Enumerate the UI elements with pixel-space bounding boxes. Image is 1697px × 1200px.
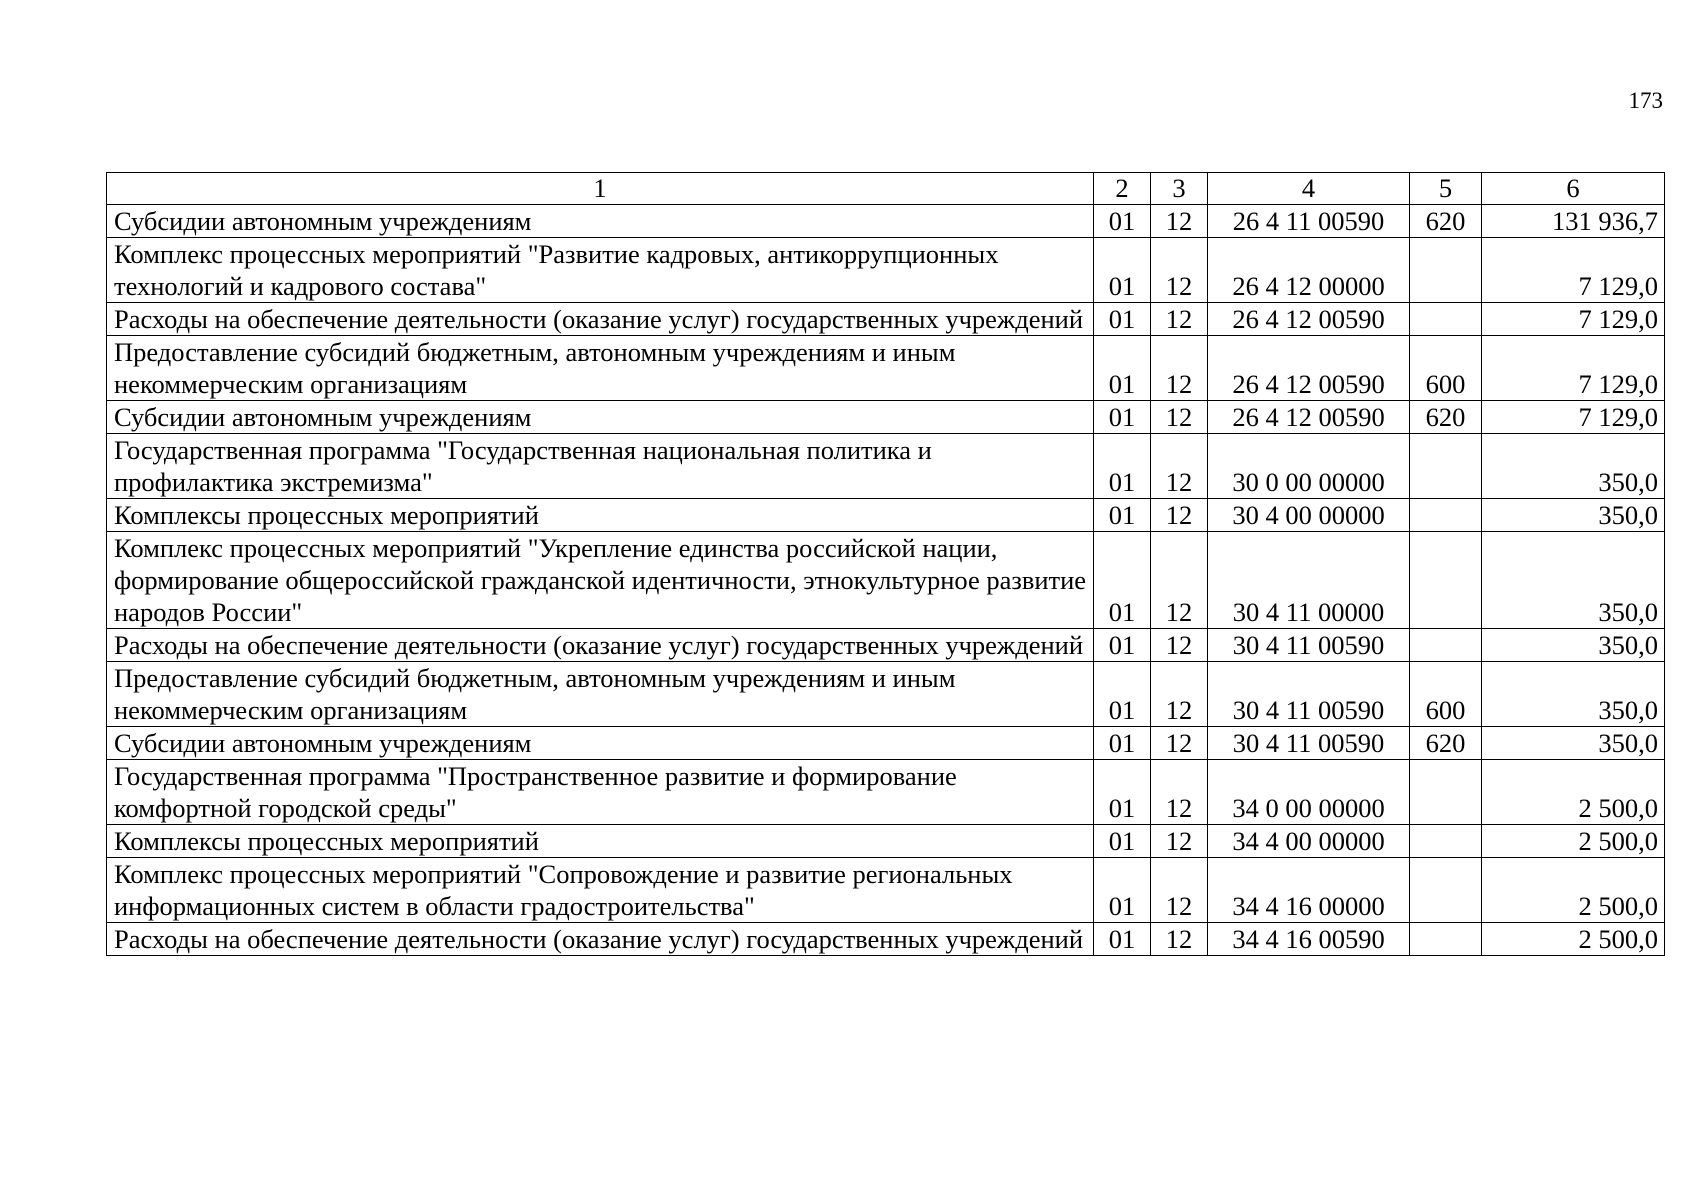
page-number: 173 <box>1628 88 1663 113</box>
row-subsection: 12 <box>1151 858 1208 923</box>
row-amount: 7 129,0 <box>1482 336 1665 401</box>
row-section: 01 <box>1094 629 1151 662</box>
header-col-5: 5 <box>1410 173 1482 205</box>
row-section: 01 <box>1094 336 1151 401</box>
budget-table <box>106 172 1665 956</box>
row-section: 01 <box>1094 205 1151 238</box>
row-expense-type <box>1410 629 1482 662</box>
row-target-code: 34 0 00 00000 <box>1208 760 1410 825</box>
row-expense-type: 600 <box>1410 336 1482 401</box>
row-section: 01 <box>1094 727 1151 760</box>
row-expense-type <box>1410 858 1482 923</box>
row-target-code: 30 4 11 00590 <box>1208 629 1410 662</box>
row-name: Предоставление субсидий бюджетным, автономным учреждениям и иным некоммерческим организациям <box>107 336 1094 401</box>
row-section: 01 <box>1094 858 1151 923</box>
row-amount: 350,0 <box>1482 727 1665 760</box>
header-col-4: 4 <box>1208 173 1410 205</box>
table-row <box>107 238 1665 303</box>
table-body <box>107 205 1665 956</box>
row-amount: 7 129,0 <box>1482 303 1665 336</box>
row-target-code: 30 4 00 00000 <box>1208 499 1410 532</box>
row-name: Государственная программа "Государственная национальная политика и профилактика экстремизма" <box>107 434 1094 499</box>
row-target-code: 30 4 11 00590 <box>1208 662 1410 727</box>
row-target-code: 30 4 11 00590 <box>1208 727 1410 760</box>
row-target-code: 26 4 12 00590 <box>1208 303 1410 336</box>
row-subsection: 12 <box>1151 238 1208 303</box>
row-amount: 350,0 <box>1482 434 1665 499</box>
header-col-6: 6 <box>1482 173 1665 205</box>
row-target-code: 26 4 12 00000 <box>1208 238 1410 303</box>
table-row <box>107 629 1665 662</box>
row-name: Комплексы процессных мероприятий <box>107 499 1094 532</box>
row-subsection: 12 <box>1151 825 1208 858</box>
row-subsection: 12 <box>1151 303 1208 336</box>
row-amount: 350,0 <box>1482 662 1665 727</box>
row-name: Расходы на обеспечение деятельности (оказание услуг) государственных учреждений <box>107 303 1094 336</box>
row-amount: 2 500,0 <box>1482 923 1665 956</box>
row-subsection: 12 <box>1151 532 1208 629</box>
row-expense-type <box>1410 760 1482 825</box>
row-expense-type: 620 <box>1410 727 1482 760</box>
table-row <box>107 401 1665 434</box>
row-section: 01 <box>1094 303 1151 336</box>
row-name: Предоставление субсидий бюджетным, автономным учреждениям и иным некоммерческим организациям <box>107 662 1094 727</box>
table-row <box>107 923 1665 956</box>
row-target-code: 34 4 16 00590 <box>1208 923 1410 956</box>
table-row <box>107 825 1665 858</box>
row-expense-type: 600 <box>1410 662 1482 727</box>
row-expense-type: 620 <box>1410 205 1482 238</box>
row-section: 01 <box>1094 760 1151 825</box>
row-name: Субсидии автономным учреждениям <box>107 401 1094 434</box>
row-subsection: 12 <box>1151 499 1208 532</box>
row-section: 01 <box>1094 434 1151 499</box>
header-col-1: 1 <box>107 173 1094 205</box>
row-name: Комплекс процессных мероприятий "Сопровождение и развитие региональных информационных систем в области градостроительства" <box>107 858 1094 923</box>
row-subsection: 12 <box>1151 727 1208 760</box>
row-expense-type <box>1410 532 1482 629</box>
row-name: Государственная программа "Пространственное развитие и формирование комфортной городской среды" <box>107 760 1094 825</box>
row-name: Комплексы процессных мероприятий <box>107 825 1094 858</box>
table-row <box>107 858 1665 923</box>
row-subsection: 12 <box>1151 336 1208 401</box>
row-name: Субсидии автономным учреждениям <box>107 727 1094 760</box>
row-expense-type <box>1410 499 1482 532</box>
row-amount: 131 936,7 <box>1482 205 1665 238</box>
row-target-code: 30 4 11 00000 <box>1208 532 1410 629</box>
row-name: Расходы на обеспечение деятельности (оказание услуг) государственных учреждений <box>107 629 1094 662</box>
table-header <box>107 173 1665 205</box>
row-amount: 2 500,0 <box>1482 760 1665 825</box>
row-name: Комплекс процессных мероприятий "Развитие кадровых, антикоррупционных технологий и кадрового состава" <box>107 238 1094 303</box>
row-amount: 2 500,0 <box>1482 858 1665 923</box>
row-section: 01 <box>1094 499 1151 532</box>
row-expense-type <box>1410 303 1482 336</box>
table-row <box>107 532 1665 629</box>
row-amount: 2 500,0 <box>1482 825 1665 858</box>
row-section: 01 <box>1094 662 1151 727</box>
table-row <box>107 434 1665 499</box>
header-row <box>107 173 1665 205</box>
row-target-code: 26 4 12 00590 <box>1208 336 1410 401</box>
row-expense-type <box>1410 238 1482 303</box>
header-col-3: 3 <box>1151 173 1208 205</box>
row-target-code: 26 4 11 00590 <box>1208 205 1410 238</box>
row-expense-type <box>1410 825 1482 858</box>
row-subsection: 12 <box>1151 205 1208 238</box>
row-target-code: 26 4 12 00590 <box>1208 401 1410 434</box>
table-row <box>107 205 1665 238</box>
table-row <box>107 662 1665 727</box>
row-amount: 350,0 <box>1482 499 1665 532</box>
row-expense-type <box>1410 923 1482 956</box>
row-amount: 350,0 <box>1482 629 1665 662</box>
row-section: 01 <box>1094 401 1151 434</box>
row-subsection: 12 <box>1151 923 1208 956</box>
row-name: Комплекс процессных мероприятий "Укрепление единства российской нации, формирование общероссийской гражданской идентичности, этнокультурное развитие народов России" <box>107 532 1094 629</box>
table-row <box>107 499 1665 532</box>
table-row <box>107 760 1665 825</box>
table-row <box>107 303 1665 336</box>
table-row <box>107 727 1665 760</box>
row-subsection: 12 <box>1151 629 1208 662</box>
row-section: 01 <box>1094 923 1151 956</box>
row-section: 01 <box>1094 238 1151 303</box>
row-amount: 7 129,0 <box>1482 238 1665 303</box>
row-section: 01 <box>1094 825 1151 858</box>
row-expense-type: 620 <box>1410 401 1482 434</box>
row-subsection: 12 <box>1151 662 1208 727</box>
row-amount: 350,0 <box>1482 532 1665 629</box>
row-expense-type <box>1410 434 1482 499</box>
table-row <box>107 336 1665 401</box>
row-name: Субсидии автономным учреждениям <box>107 205 1094 238</box>
row-subsection: 12 <box>1151 434 1208 499</box>
row-subsection: 12 <box>1151 401 1208 434</box>
row-name: Расходы на обеспечение деятельности (оказание услуг) государственных учреждений <box>107 923 1094 956</box>
row-amount: 7 129,0 <box>1482 401 1665 434</box>
row-target-code: 34 4 00 00000 <box>1208 825 1410 858</box>
row-subsection: 12 <box>1151 760 1208 825</box>
header-col-2: 2 <box>1094 173 1151 205</box>
row-section: 01 <box>1094 532 1151 629</box>
row-target-code: 34 4 16 00000 <box>1208 858 1410 923</box>
row-target-code: 30 0 00 00000 <box>1208 434 1410 499</box>
